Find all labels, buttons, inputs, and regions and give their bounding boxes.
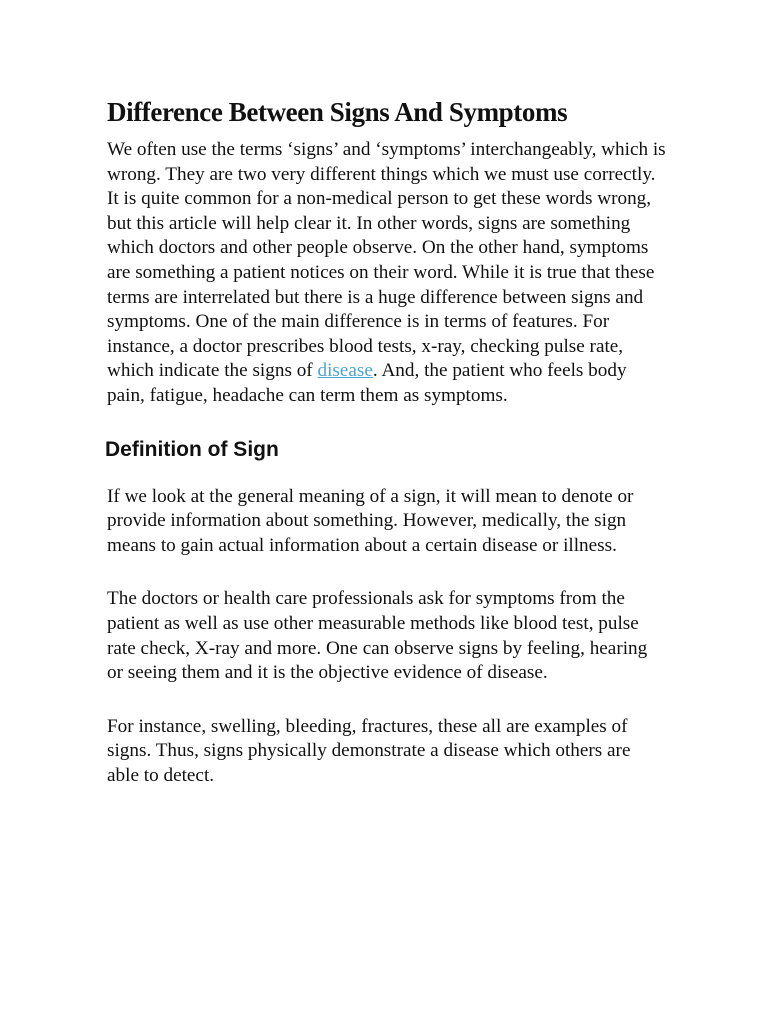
- intro-text-start: We often use the terms ‘signs’ and ‘symptoms’ interchangeably, which is wrong. They are two very different things which we must use correctly. It is quite common for a non-medical person to get these words wrong, but this article will help clear it. In other words, signs are something which doctors and other people observe. On the other hand, symptoms are something a patient notices on their word. While it is true that these terms are interrelated but there is a huge difference between signs and symptoms. One of the main difference is in terms of features. For instance, a doctor prescribes blood tests, x-ray, checking pulse rate, which indicate the signs of: [107, 139, 666, 382]
- definition-paragraph-1: If we look at the general meaning of a sign, it will mean to denote or provide information about something. However, medically, the sign means to gain actual information about a certain disease or illness.: [107, 485, 634, 556]
- article-title: Difference Between Signs And Symptoms: [107, 97, 568, 127]
- definition-paragraph-3: For instance, swelling, bleeding, fractures, these all are examples of signs. Thus, signs physically demonstrate a disease which others are able to detect.: [107, 715, 631, 786]
- disease-link[interactable]: disease: [317, 360, 373, 382]
- article-body: [107, 92, 667, 788]
- section-heading: Definition of Sign: [105, 437, 279, 461]
- intro-paragraph: [107, 138, 667, 409]
- definition-paragraph-2: The doctors or health care professionals ask for symptoms from the patient as well as use other measurable methods like blood test, pulse rate check, X-ray and more. One can observe signs by feeling, hearing or seeing them and it is the objective evidence of disease.: [107, 588, 648, 684]
- intro-text-end: . And, the patient who feels body pain, fatigue, headache can term them as symptoms.: [107, 360, 627, 406]
